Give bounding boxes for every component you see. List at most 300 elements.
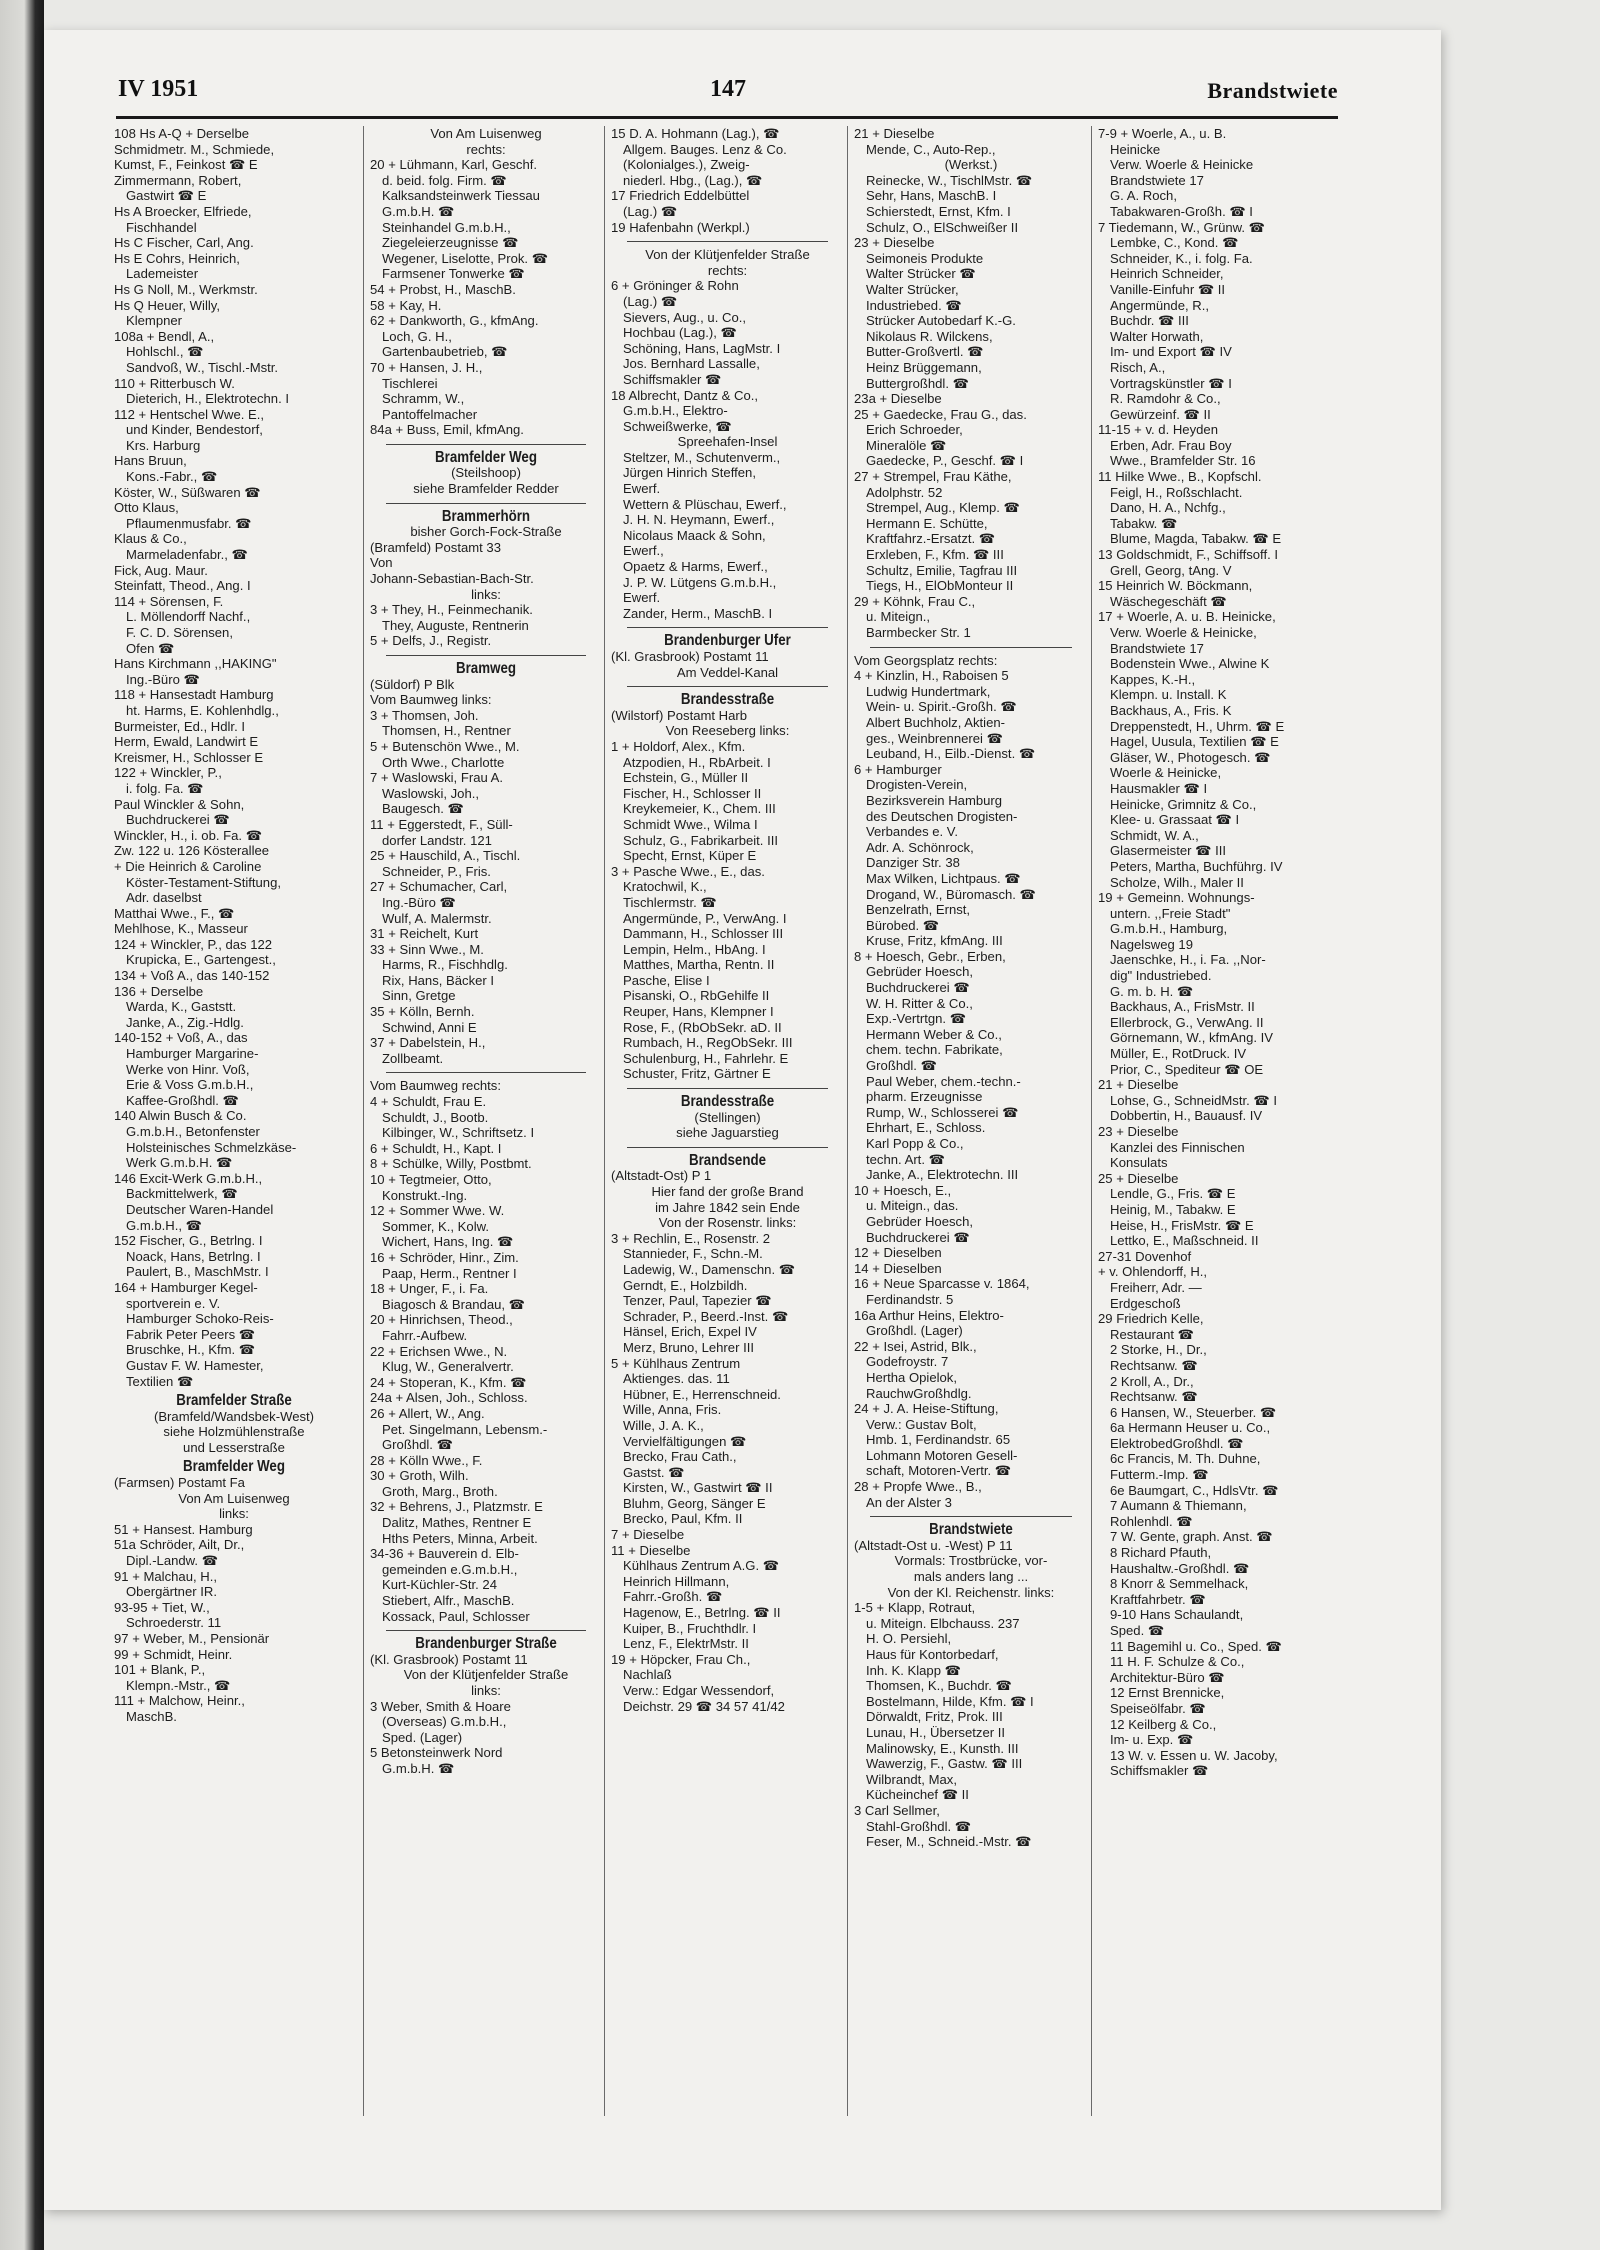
entry-line: Im- u. Exp. ☎ [1110,1732,1194,1748]
entry-line: Walter Horwath, [1110,328,1204,344]
entry-line: 8 Knorr & Semmelhack, [1110,1576,1249,1592]
entry-start: Hs E Cohrs, Heinrich, [114,250,240,266]
entry-start: 29 Friedrich Kelle, [1098,1311,1204,1327]
entry-line: Baugesch. ☎ [382,801,464,817]
entry-start: Hs Q Heuer, Willy, [114,297,220,313]
entry-line: Brecko, Paul, Kfm. II [623,1511,743,1527]
entry-start: im Jahre 1842 sein Ende [655,1199,800,1215]
street-heading: Brammerhörn [441,507,531,525]
entry-line: 6e Baumgart, C., HdlsVtr. ☎ [1110,1482,1279,1498]
entry-line: Mineralöle ☎ [866,437,947,453]
entry-start: 25 + Hauschild, A., Tischl. [370,848,521,864]
entry-line: Lendle, G., Fris. ☎ E [1110,1186,1236,1202]
entry-line: Kilbinger, W., Schriftsetz. I [382,1125,535,1141]
entry-line: Deutscher Waren-Handel [126,1201,274,1217]
entry-start: 54 + Probst, H., MaschB. [370,281,516,297]
entry-line: They, Auguste, Rentnerin [382,617,529,633]
entry-line: Schwind, Anni E [382,1019,477,1035]
section-separator [627,1147,828,1148]
entry-start: 16 + Schröder, Hinr., Zim. [370,1249,519,1265]
entry-start: Von der Kl. Reichenstr. links: [887,1584,1055,1600]
entry-start: 58 + Kay, H. [370,297,442,313]
entry-line: Buchdruckerei ☎ [866,1229,970,1245]
entry-line: Pasche, Elise I [623,972,710,988]
entry-start: 51a Schröder, Ailt, Dr., [114,1537,245,1553]
entry-line: Bluhm, Georg, Sänger E [623,1495,766,1511]
entry-start: 112 + Hentschel Wwe. E., [114,406,265,422]
entry-line: Wäschegeschäft ☎ [1110,593,1227,609]
entry-line: Feigl, H., Roßschlacht. [1110,484,1243,500]
entry-line: Großhdl. ☎ [382,1437,453,1453]
entry-line: ges., Weinbrennerei ☎ [866,730,1003,746]
entry-line: Thomsen, K., Buchdr. ☎ [866,1678,1012,1694]
entry-line: Industriebed. ☎ [866,297,962,313]
entry-start: Vom Georgsplatz rechts: [854,652,998,668]
entry-line: Backmittelwerk, ☎ [126,1186,238,1202]
entry-start: 140-152 + Voß, A., das [114,1030,248,1046]
entry-start: Vormals: Trostbrücke, vor- [894,1553,1048,1569]
entry-line: Walter Strücker, [866,281,959,297]
entry-line: Orth Wwe., Charlotte [382,754,505,770]
directory-column-2 [370,126,602,2126]
entry-line: G.m.b.H., ☎ [126,1217,202,1233]
entry-line: Wein- u. Spirit.-Großh. ☎ [866,699,1017,715]
street-heading: Bramweg [455,660,517,677]
entry-start: Von der Rosenstr. links: [658,1215,797,1231]
entry-start: 11 + Eggerstedt, F., Süll- [370,816,513,832]
entry-line: Hagel, Uusula, Textilien ☎ E [1110,734,1279,750]
entry-start: 134 + Voß A., das 140-152 [114,968,270,984]
section-separator [870,647,1072,648]
entry-line: Specht, Ernst, Küper E [623,848,757,864]
entry-line: Kruse, Fritz, kfmAng. III [866,933,1003,949]
entry-line: (Werkst.) [944,157,998,173]
entry-line: Ewerf., [623,543,664,559]
running-title: Brandstwiete [1207,78,1338,103]
entry-line: Sped. ☎ [1110,1623,1165,1638]
entry-line: Echstein, G., Müller II [623,770,749,786]
entry-line: Buchdr. ☎ III [1110,313,1189,329]
entry-line: Bruschke, H., Kfm. ☎ [126,1342,256,1358]
entry-line: Holsteinisches Schmelzkäse- [126,1139,297,1155]
entry-line: Bezirksverein Hamburg [866,792,1003,808]
entry-line: Kaffee-Großhdl. ☎ [126,1092,239,1108]
entry-start: 1-5 + Klapp, Rotraut, [854,1600,976,1616]
entry-line: Brecko, Frau Cath., [623,1449,737,1465]
entry-line: Hagenow, E., Betrlng. ☎ II [623,1605,781,1621]
entry-start: 111 + Malchow, Heinr., [114,1693,245,1709]
entry-start: 140 Alwin Busch & Co. [114,1108,247,1124]
entry-line: 2 Kroll, A., Dr., [1110,1373,1194,1389]
entry-start: 18 Albrecht, Dantz & Co., [611,387,759,403]
entry-line: Sandvoß, W., Tischl.-Mstr. [126,359,279,375]
entry-start: 15 Heinrich W. Böckmann, [1098,578,1253,594]
entry-line: Godefroystr. 7 [866,1354,949,1370]
entry-start: (Kl. Grasbrook) Postamt 11 [611,649,769,664]
entry-line: 7 Aumann & Thiemann, [1110,1498,1247,1514]
section-separator [386,444,586,445]
entry-line: Malinowsky, E., Kunsth. III [866,1740,1019,1756]
entry-line: Woerle & Heinicke, [1110,765,1222,781]
entry-line: Lenz, F., ElektrMstr. II [623,1636,749,1652]
entry-line: pharm. Erzeugnisse [866,1089,983,1105]
entry-line: Steltzer, M., Schutenverm., [623,449,781,465]
entry-line: Kurt-Küchler-Str. 24 [382,1577,497,1593]
entry-start: (Bramfeld/Wandsbek-West) [153,1408,315,1424]
entry-line: G.m.b.H., Betonfenster [126,1124,260,1139]
entry-start: 21 + Dieselbe [1098,1077,1179,1093]
entry-line: Max Wilken, Lichtpaus. ☎ [866,870,1021,886]
entry-line: Verw. Woerle & Heinicke [1110,157,1254,173]
entry-start: rechts: [707,262,748,278]
entry-line: Barmbecker Str. 1 [866,625,971,640]
entry-line: Rump, W., Schlosserei ☎ [866,1104,1019,1120]
entry-line: Schuster, Fritz, Gärtner E [623,1066,771,1082]
entry-start: 12 + Dieselben [854,1245,942,1261]
entry-start: Vom Baumweg links: [370,692,492,708]
entry-start: 5 + Butenschön Wwe., M. [370,738,520,754]
entry-start: 17 + Woerle, A. u. B. Heinicke, [1098,609,1276,625]
entry-start: 19 + Höpcker, Frau Ch., [611,1651,751,1667]
entry-line: Drogand, W., Büromasch. ☎ [866,886,1036,902]
entry-line: Karl Popp & Co., [866,1136,964,1151]
entry-start: bisher Gorch-Fock-Straße [410,524,562,540]
entry-start: 20 + Hinrichsen, Theod., [370,1312,513,1328]
entry-start: 99 + Schmidt, Heinr. [114,1646,233,1662]
entry-line: Ing.-Büro ☎ [126,671,200,687]
entry-start: 13 Goldschmidt, F., Schiffsoff. I [1098,547,1278,563]
entry-start: 27-31 Dovenhof [1098,1248,1192,1264]
section-separator [627,627,828,628]
entry-start: 7 + Waslowski, Frau A. [370,770,504,786]
entry-start: 25 + Dieselbe [1098,1170,1179,1186]
entry-line: ElektrobedGroßhdl. ☎ [1110,1435,1244,1451]
entry-line: Wwe., Bramfelder Str. 16 [1110,453,1256,469]
entry-line: Grell, Georg, tAng. V [1110,562,1232,578]
entry-start: 4 + Schuldt, Frau E. [370,1094,487,1110]
entry-line: Bostelmann, Hilde, Kfm. ☎ I [866,1693,1034,1709]
entry-line: 7 W. Gente, graph. Anst. ☎ [1110,1529,1273,1545]
entry-line: Warda, K., Gaststt. [126,999,237,1015]
entry-line: Opaetz & Harms, Ewerf., [623,559,768,575]
entry-start: Köster, W., Süßwaren ☎ [114,484,261,500]
directory-column-5 [1098,126,1346,2126]
entry-start: 8 + Schülke, Willy, Postbmt. [370,1156,532,1172]
entry-start: 16a Arthur Heins, Elektro- [854,1307,1004,1323]
entry-start: Herm, Ewald, Landwirt E [114,734,259,750]
entry-line: Adolphstr. 52 [866,484,943,500]
entry-line: MaschB. [126,1708,177,1724]
entry-line: G.m.b.H., Elektro- [623,403,728,419]
entry-line: Stannieder, F., Schn.-M. [623,1246,763,1262]
entry-line: Dammann, H., Schlosser III [623,926,784,942]
street-heading: Brandstwiete [929,1521,1013,1539]
entry-line: 2 Storke, H., Dr., [1110,1342,1207,1358]
entry-start: 97 + Weber, M., Pensionär [114,1631,270,1646]
entry-start: siehe Bramfelder Redder [413,481,559,497]
entry-line: RauchwGroßhdlg. [866,1385,972,1401]
entry-line: Schmidt Wwe., Wilma I [623,816,758,832]
entry-line: H. O. Persiehl, [866,1631,952,1647]
entry-line: Nagelsweg 19 [1110,936,1193,952]
entry-start: 93-95 + Tiet, W., [114,1599,210,1615]
entry-start: (Süldorf) P Blk [370,676,455,692]
entry-start: Burmeister, Ed., Hdlr. I [114,718,245,734]
entry-start: 1 + Holdorf, Alex., Kfm. [611,738,746,754]
entry-line: Wilbrandt, Max, [866,1771,957,1787]
entry-line: Adr. A. Schönrock, [866,839,974,855]
entry-line: Dörwaldt, Fritz, Prok. III [866,1709,1003,1725]
entry-line: Ludwig Hundertmark, [866,683,991,699]
entry-line: Zollbeamt. [382,1050,444,1066]
entry-line: Strücker Autobedarf K.-G. [866,313,1016,329]
entry-line: R. Ramdohr & Co., [1110,391,1221,407]
entry-start: Hans Bruun, [114,453,187,469]
entry-line: Drogisten-Verein, [866,777,968,793]
entry-line: Ehrhart, E., Schloss. [866,1120,986,1136]
entry-line: Schiffsmakler ☎ [1110,1763,1209,1779]
entry-line: 9-10 Hans Schaulandt, [1110,1607,1244,1623]
entry-line: Verw.: Gustav Bolt, [866,1416,977,1432]
entry-line: niederl. Hbg., (Lag.), ☎ [623,172,763,188]
entry-line: Textilien ☎ [126,1373,194,1389]
entry-start: siehe Jaguarstieg [676,1125,779,1141]
entry-start: 20 + Lühmann, Karl, Geschf. [370,157,538,173]
entry-line: Reuper, Hans, Klempner I [623,1004,774,1020]
entry-line: und Kinder, Bendestorf, [126,422,263,438]
entry-line: Ferdinandstr. 5 [866,1291,954,1307]
entry-line: Architektur-Büro ☎ [1110,1669,1225,1685]
entry-line: Marmeladenfabr., ☎ [126,547,248,563]
entry-line: Jaenschke, H., i. Fa. ,,Nor- [1110,952,1266,968]
entry-start: 15 D. A. Hohmann (Lag.), ☎ [611,126,780,141]
entry-line: Nikolaus R. Wilckens, [866,328,993,344]
entry-start: und Lesserstraße [183,1439,285,1455]
entry-start: Kreismer, H., Schlosser E [114,749,264,765]
entry-line: Danziger Str. 38 [866,855,960,871]
entry-line: Konstrukt.-Ing. [382,1187,468,1203]
entry-line: Heinz Brüggemann, [866,359,982,375]
entry-line: Mende, C., Auto-Rep., [866,141,996,157]
entry-line: Wegener, Liselotte, Prok. ☎ [382,250,548,266]
entry-line: Brandstwiete 17 [1110,172,1204,188]
entry-line: Dieterich, H., Elektrotechn. I [126,391,290,407]
street-heading: Bramfelder Straße [176,1392,292,1410]
entry-line: Heinig, M., Tabakw. E [1110,1201,1236,1217]
entry-line: Sped. (Lager) [382,1729,463,1745]
entry-line: Kratochwil, K., [623,879,707,895]
entry-line: Pet. Singelmann, Lebensm.- [382,1421,548,1437]
entry-line: Hths Peters, Minna, Arbeit. [382,1530,538,1546]
entry-line: Vanille-Einfuhr ☎ II [1110,281,1226,297]
entry-start: 7 Tiedemann, W., Grünw. ☎ [1098,219,1265,235]
entry-start: 21 + Dieselbe [854,126,935,141]
entry-line: Ofen ☎ [126,640,175,656]
entry-line: Kossack, Paul, Schlosser [382,1608,530,1624]
entry-start: 3 Carl Sellmer, [854,1802,940,1818]
entry-line: Schulz, O., ElSchweißer II [866,219,1019,235]
entry-line: (Lag.) ☎ [623,293,678,309]
entry-line: Loch, G. H., [382,328,452,344]
entry-line: Gaedecke, P., Geschf. ☎ I [866,453,1024,469]
entry-start: Hs G Noll, M., Werkmstr. [114,281,258,297]
entry-line: Buchdruckerei ☎ [866,980,970,996]
entry-line: Müller, E., RotDruck. IV [1110,1046,1247,1062]
entry-line: Rechtsanw. ☎ [1110,1389,1198,1405]
entry-start: 118 + Hansestadt Hamburg [114,687,274,703]
entry-start: 17 Friedrich Eddelbüttel [611,188,750,204]
entry-start: Steinfatt, Theod., Ang. I [114,578,251,594]
header-rule [116,116,1338,119]
entry-start: 25 + Gaedecke, Frau G., das. [854,406,1027,422]
entry-line: Angermünde, P., VerwAng. I [623,910,787,926]
entry-line: Hamburger Schoko-Reis- [126,1311,274,1327]
entry-line: Gebrüder Hoesch, [866,1213,973,1229]
entry-start: 27 + Strempel, Frau Käthe, [854,469,1012,485]
section-separator [627,1088,828,1089]
entry-start: Hs C Fischer, Carl, Ang. [114,235,254,251]
entry-line: Scholze, Wilh., Maler II [1110,874,1244,890]
entry-start: 27 + Schumacher, Carl, [370,879,508,895]
entry-start: 10 + Tegtmeier, Otto, [370,1172,492,1187]
entry-line: Hochbau (Lag.), ☎ [623,325,737,341]
directory-column-3 [611,126,844,2126]
entry-line: Bodenstein Wwe., Alwine K [1110,656,1270,672]
entry-start: 22 + Isei, Astrid, Blk., [854,1338,977,1354]
entry-line: Rix, Hans, Bäcker I [382,972,495,988]
entry-line: i. folg. Fa. ☎ [126,780,204,796]
entry-line: Hänsel, Erich, Expel IV [623,1324,757,1340]
entry-line: Klempn.-Mstr., ☎ [126,1677,231,1693]
entry-line: Biagosch & Brandau, ☎ [382,1296,525,1312]
entry-line: Exp.-Vertrtgn. ☎ [866,1011,966,1027]
entry-line: Schöning, Hans, LagMstr. I [623,340,781,356]
entry-line: untern. ,,Freie Stadt" [1110,905,1231,921]
entry-line: Vortragskünstler ☎ I [1110,375,1232,391]
entry-line: Heinicke, Grimnitz & Co., [1110,796,1257,812]
entry-line: 13 W. v. Essen u. W. Jacoby, [1110,1747,1278,1763]
entry-line: Groth, Marg., Broth. [382,1483,498,1499]
entry-start: 51 + Hansest. Hamburg [114,1521,253,1537]
page-volume-year: IV 1951 [118,76,199,102]
entry-line: Pisanski, O., RbGehilfe II [623,988,770,1004]
entry-line: Erich Schroeder, [866,422,963,438]
entry-line: Verw. Woerle & Heinicke, [1110,625,1257,640]
entry-line: Erxleben, F., Kfm. ☎ III [866,547,1004,563]
entry-line: (Overseas) G.m.b.H., [382,1714,507,1730]
entry-start: Von der Klütjenfelder Straße [403,1667,569,1683]
entry-line: Werk G.m.b.H. ☎ [126,1155,233,1171]
entry-start: 4 + Kinzlin, H., Raboisen 5 [854,668,1009,684]
entry-line: Deichstr. 29 ☎ 34 57 41/42 [623,1698,785,1714]
entry-start: 12 + Sommer Wwe. W. [370,1203,505,1219]
entry-start: 3 + They, H., Feinmechanik. [370,602,533,618]
entry-line: J. H. N. Heymann, Ewerf., [623,512,775,528]
entry-start: 152 Fischer, G., Betrlng. I [114,1233,263,1249]
entry-line: Schultz, Emilie, Tagfrau III [866,562,1018,578]
entry-start: 122 + Winckler, P., [114,765,222,781]
entry-line: Jürgen Hinrich Steffen, [623,465,756,481]
entry-line: Rechtsanw. ☎ [1110,1357,1198,1373]
entry-start: 11 Hilke Wwe., B., Kopfschl. [1098,469,1262,485]
entry-line: Stahl-Großhdl. ☎ [866,1818,972,1834]
entry-start: 8 + Hoesch, Gebr., Erben, [854,948,1006,964]
entry-start: (Farmsen) Postamt Fa [114,1475,245,1491]
entry-start: rechts: [466,141,506,157]
entry-start: 34-36 + Bauverein d. Elb- [370,1546,519,1562]
entry-line: Benzelrath, Ernst, [866,902,971,918]
entry-line: Harms, R., Fischhdlg. [382,957,508,973]
entry-line: Fischhandel [126,219,197,235]
book-binding [0,0,44,2250]
entry-start: Kumst, F., Feinkost ☎ E [114,157,258,173]
entry-line: Tabakwaren-Großh. ☎ I [1110,203,1253,219]
entry-line: Lademeister [126,266,199,282]
entry-line: Kalksandsteinwerk Tiessau [382,188,540,204]
entry-line: Freiherr, Adr. — [1110,1279,1202,1295]
street-heading: Bramfelder Weg [183,1458,285,1476]
entry-line: Kons.-Fabr., ☎ [126,469,218,485]
entry-line: Backhaus, A., Fris. K [1110,702,1232,718]
entry-start: 37 + Dabelstein, H., [370,1035,486,1051]
entry-line: Butter-Großvertl. ☎ [866,344,984,360]
entry-line: Gartenbaubetrieb, ☎ [382,344,508,360]
entry-line: Dalitz, Mathes, Rentner E [382,1515,532,1531]
entry-line: Schulenburg, H., Fahrlehr. E [623,1050,789,1066]
entry-line: Verbandes e. V. [866,824,958,840]
entry-line: Lempin, Helm., HbAng. I [623,941,766,957]
entry-start: (Wilstorf) Postamt Harb [611,707,748,723]
entry-line: Paap, Herm., Rentner I [382,1265,517,1281]
entry-line: Kirsten, W., Gastwirt ☎ II [623,1480,773,1496]
entry-line: G.m.b.H. ☎ [382,1760,455,1776]
entry-line: u. Miteign. Elbchauss. 237 [866,1615,1020,1631]
entry-line: Erben, Adr. Frau Boy [1110,437,1232,453]
entry-start: (Altstadt-Ost u. -West) P 11 [854,1537,1013,1553]
entry-line: schaft, Motoren-Vertr. ☎ [866,1463,1012,1479]
entry-start: 70 + Hansen, J. H., [370,359,483,375]
entry-line: Paulert, B., MaschMstr. I [126,1264,269,1280]
entry-line: Kraftfahrbetr. ☎ [1110,1591,1206,1607]
entry-start: 10 + Hoesch, E., [854,1182,952,1198]
entry-start: Winckler, H., i. ob. Fa. ☎ [114,827,263,843]
entry-start: 7 + Dieselbe [611,1527,685,1543]
entry-line: (Lag.) ☎ [623,203,678,219]
entry-start: (Stellingen) [694,1109,761,1125]
entry-line: Schmidt, W. A., [1110,827,1199,843]
entry-line: Rumbach, H., RegObSekr. III [623,1035,793,1051]
entry-line: Feser, M., Schneid.-Mstr. ☎ [866,1834,1032,1850]
entry-line: Klempn. u. Install. K [1110,687,1227,703]
entry-line: An der Alster 3 [866,1494,952,1510]
entry-line: Konsulats [1110,1155,1168,1171]
entry-line: Albert Buchholz, Aktien- [866,714,1006,730]
entry-start: 6 + Gröninger & Rohn [611,278,739,294]
entry-line: Tabakw. ☎ [1110,515,1178,531]
entry-line: Speiseölfabr. ☎ [1110,1700,1206,1716]
entry-start: 28 + Kölln Wwe., F. [370,1452,483,1468]
entry-line: Paul Weber, chem.-techn.- [866,1073,1021,1089]
entry-line: gemeinden e.G.m.b.H., [382,1561,518,1577]
entry-line: Allgem. Bauges. Lenz & Co. [623,141,787,157]
entry-start: 6 + Schuldt, H., Kapt. I [370,1140,502,1156]
entry-line: techn. Art. ☎ [866,1151,945,1167]
entry-start: 24 + Stoperan, K., Kfm. ☎ [370,1374,527,1390]
page-number: 147 [710,76,746,102]
entry-start: Von Am Luisenweg [178,1490,290,1506]
entry-line: Schneider, K., i. folg. Fa. [1110,250,1253,266]
entry-line: u. Miteign., [866,609,931,625]
